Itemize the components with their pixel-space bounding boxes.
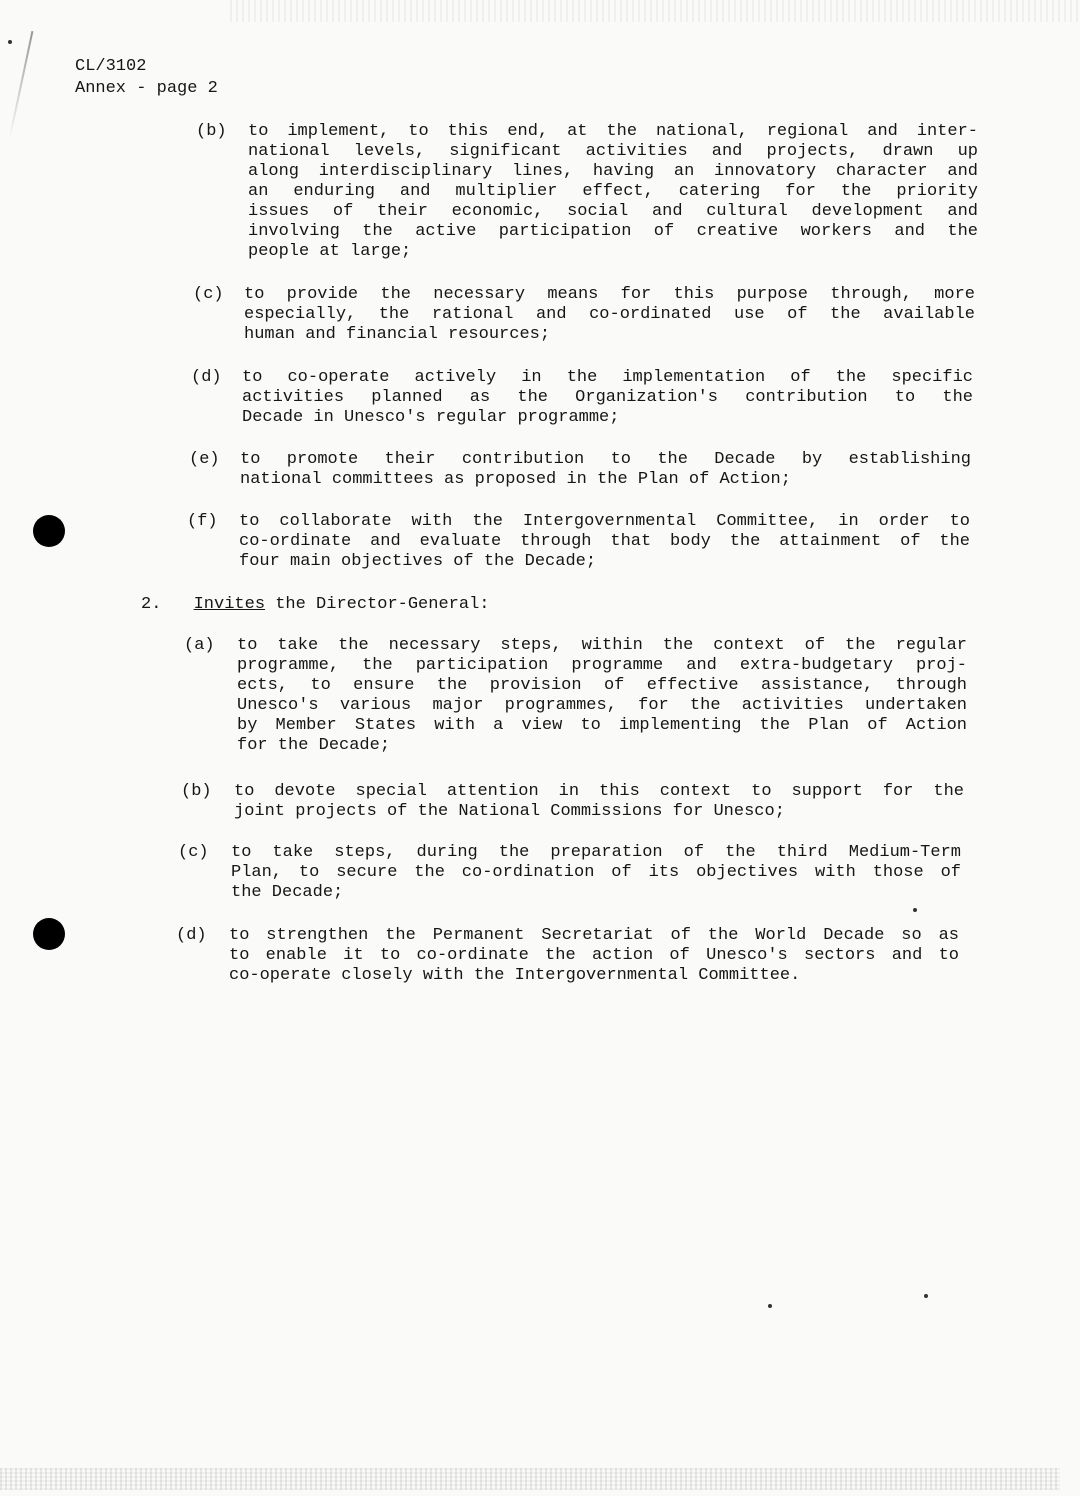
section-heading-rest: the Director-General: [265,595,490,614]
item-label: (c) [193,285,224,304]
page-indicator: Annex - page 2 [75,79,218,98]
item-label: (b) [196,122,227,141]
item-text: to devote special attention in this context to support for the joint projects of the National Commissions for Unesco; [234,782,964,821]
scan-noise-top [230,0,1080,22]
scan-mark-left [9,31,34,139]
item-text: to collaborate with the Intergovernmental Committee, in order to co-ordinate and evaluate through that body the attainment of the four main objectives of the Decade; [239,512,970,571]
scan-speck [8,40,12,44]
scan-speck [913,908,917,912]
item-text: to co-operate actively in the implementation of the specific activities planned as the Organization's contribution to the Decade in Unesco's regular programme; [242,368,973,427]
scan-speck [924,1294,928,1298]
document-header [75,56,218,100]
item-text: to take the necessary steps, within the context of the regular programme, the participation programme and extra-budgetary proj- ects, to ensure the provision of effective assistance, through Unesco's various major programmes, for the activities undertaken by Member States with a view to implementing the Plan of Action for the Decade; [237,636,967,755]
section-number: 2. [141,595,162,614]
item-text: to implement, to this end, at the national, regional and inter- national levels, significant activities and projects, drawn up along interdisciplinary lines, having an innovatory character and an enduring and multiplier effect, catering for the priority issues of their economic, social and cultural development and involving the active participation of creative workers and the people at large; [248,122,978,261]
item-text: to provide the necessary means for this purpose through, more especially, the rational and co-ordinated use of the available human and financial resources; [244,285,975,344]
scan-speck [768,1304,772,1308]
section-2-heading [141,595,489,615]
scan-noise-bottom [0,1468,1060,1490]
item-label: (b) [181,782,212,801]
item-text: to promote their contribution to the Decade by establishing national committees as proposed in the Plan of Action; [240,450,971,489]
item-label: (a) [184,636,215,655]
punch-hole-lower [33,918,65,950]
punch-hole-upper [33,515,65,547]
item-text: to strengthen the Permanent Secretariat of the World Decade so as to enable it to co-ordinate the action of Unesco's sectors and to co-operate closely with the Intergovernmental Committee. [229,926,959,985]
item-label: (d) [176,926,207,945]
document-reference: CL/3102 [75,57,147,76]
item-label: (d) [191,368,222,387]
item-text: to take steps, during the preparation of the third Medium-Term Plan, to secure the co-ordination of its objectives with those of the Decade; [231,843,961,902]
item-label: (e) [189,450,220,469]
section-verb: Invites [193,595,266,614]
item-label: (f) [187,512,218,531]
item-label: (c) [178,843,209,862]
